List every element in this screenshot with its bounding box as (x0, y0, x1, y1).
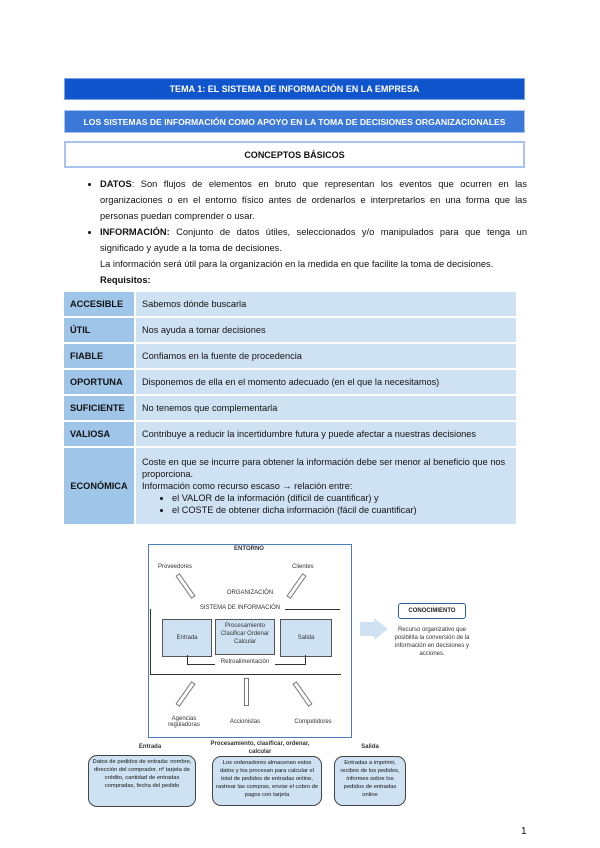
requisito-name: ACCESIBLE (64, 292, 134, 316)
definition: Conjunto de datos útiles, seleccionados y/o manipulados para que tenga un significado y ayude a la toma de decisiones. (100, 227, 527, 253)
requisito-row (64, 318, 516, 342)
procesamiento-example: Los ordenadores almacenan estos datos y los procesan para calcular el total de pedidos de entradas online, rastrear las compras, enviar el cobro de pagos con tarjeta (212, 756, 322, 806)
requisito-row (64, 344, 516, 368)
retroalimentacion-label: Retroalimentación (215, 659, 275, 665)
section-heading: CONCEPTOS BÁSICOS (64, 141, 525, 168)
entorno-label: ENTORNO (234, 546, 264, 552)
accionistas-label: Accionistas (229, 719, 261, 725)
requisito-name: ECONÓMICA (64, 448, 134, 524)
list-item: • el COSTE de obtener dicha información (fácil de cuantificar) (172, 504, 510, 516)
salida-example: Entradas a imprimir, recibos de los pedidos, informes sobre los pedidos de entradas online (334, 756, 406, 806)
info-note: La información será útil para la organización en la medida en que facilite la toma de decisiones. (100, 259, 494, 269)
description-text: Coste en que se incurre para obtener la información debe ser menor al beneficio que nos proporciona. (142, 457, 506, 479)
sistema-label: SISTEMA DE INFORMACIÓN (199, 605, 281, 611)
description-text: Información como recurso escaso → relación entre: (142, 481, 353, 491)
requisito-description (136, 448, 516, 524)
proveedores-label: Proveedores (158, 564, 193, 570)
requisito-name: VALIOSA (64, 422, 134, 446)
entrada-example: Datos de pedidos de entrada: nombre, dirección del comprador, nº tarjeta de crédito, cantidad de entradas compradas, fecha del pedido (88, 755, 196, 807)
requisito-row (64, 396, 516, 420)
requisito-name: ÚTIL (64, 318, 134, 342)
entrada-title: Entrada (138, 744, 162, 750)
right-arrow-head (374, 618, 388, 640)
description-text: Confiamos en la fuente de procedencia (142, 351, 302, 361)
list-item: • el VALOR de la información (difícil de cuantificar) y (172, 492, 510, 504)
definition: : Son flujos de elementos en bruto que representan los eventos que ocurren en las organizaciones o en el entorno físico antes de ordenarlos e interpretarlos en una forma que las personas puedan comprender o usar. (100, 179, 527, 221)
salida-title: Salida (361, 744, 379, 750)
topic-title: TEMA 1: EL SISTEMA DE INFORMACIÓN EN LA EMPRESA (64, 78, 525, 100)
bullet-datos (100, 176, 527, 224)
requisito-name: OPORTUNA (64, 370, 134, 394)
section-subtitle: LOS SISTEMAS DE INFORMACIÓN COMO APOYO EN LA TOMA DE DECISIONES ORGANIZACIONALES (64, 110, 525, 133)
requisito-description (136, 292, 516, 316)
requisito-description (136, 370, 516, 394)
term: INFORMACIÓN: (100, 227, 170, 237)
description-text: Disponemos de ella en el momento adecuado (en el que la necesitamos) (142, 377, 440, 387)
salida-box: Salida (280, 619, 332, 657)
requisito-row (64, 448, 516, 524)
right-arrow-icon (360, 622, 374, 636)
requisito-name: SUFICIENTE (64, 396, 134, 420)
definitions (72, 176, 527, 288)
requisito-name: FIABLE (64, 344, 134, 368)
procesamiento-title: Procesamiento, clasificar, ordenar, calcular (210, 741, 310, 755)
requisito-row (64, 422, 516, 446)
page-number: 1 (521, 826, 527, 837)
competidores-label: Competidores (294, 719, 332, 725)
organizacion-label: ORGANIZACIÓN (226, 590, 274, 596)
description-text: Nos ayuda a tomar decisiones (142, 325, 266, 335)
requisitos-table (62, 290, 518, 526)
requisito-description (136, 396, 516, 420)
arrow-icon (244, 678, 249, 706)
conocimiento-description: Recurso organizativo que posibilita la conversión de la información en decisiones y acciones. (394, 627, 470, 657)
requisitos-label: Requisitos: (100, 275, 151, 285)
agencias-label: Agencias reguladoras (168, 716, 200, 728)
term: DATOS (100, 179, 132, 189)
description-text: No tenemos que complementarla (142, 403, 278, 413)
requisito-description (136, 422, 516, 446)
requisito-row (64, 292, 516, 316)
clientes-label: Clientes (292, 564, 314, 570)
bullet-informacion (100, 224, 527, 256)
procesamiento-box: Procesamiento Clasificar Ordenar Calcular (215, 619, 275, 655)
entrada-box: Entrada (162, 619, 212, 657)
description-text: Contribuye a reducir la incertidumbre futura y puede afectar a nuestras decisiones (142, 429, 476, 439)
requisito-row (64, 370, 516, 394)
requisito-description (136, 318, 516, 342)
description-text: Sabemos dónde buscarla (142, 299, 247, 309)
requisito-description (136, 344, 516, 368)
conocimiento-box: CONOCIMIENTO (398, 603, 466, 619)
